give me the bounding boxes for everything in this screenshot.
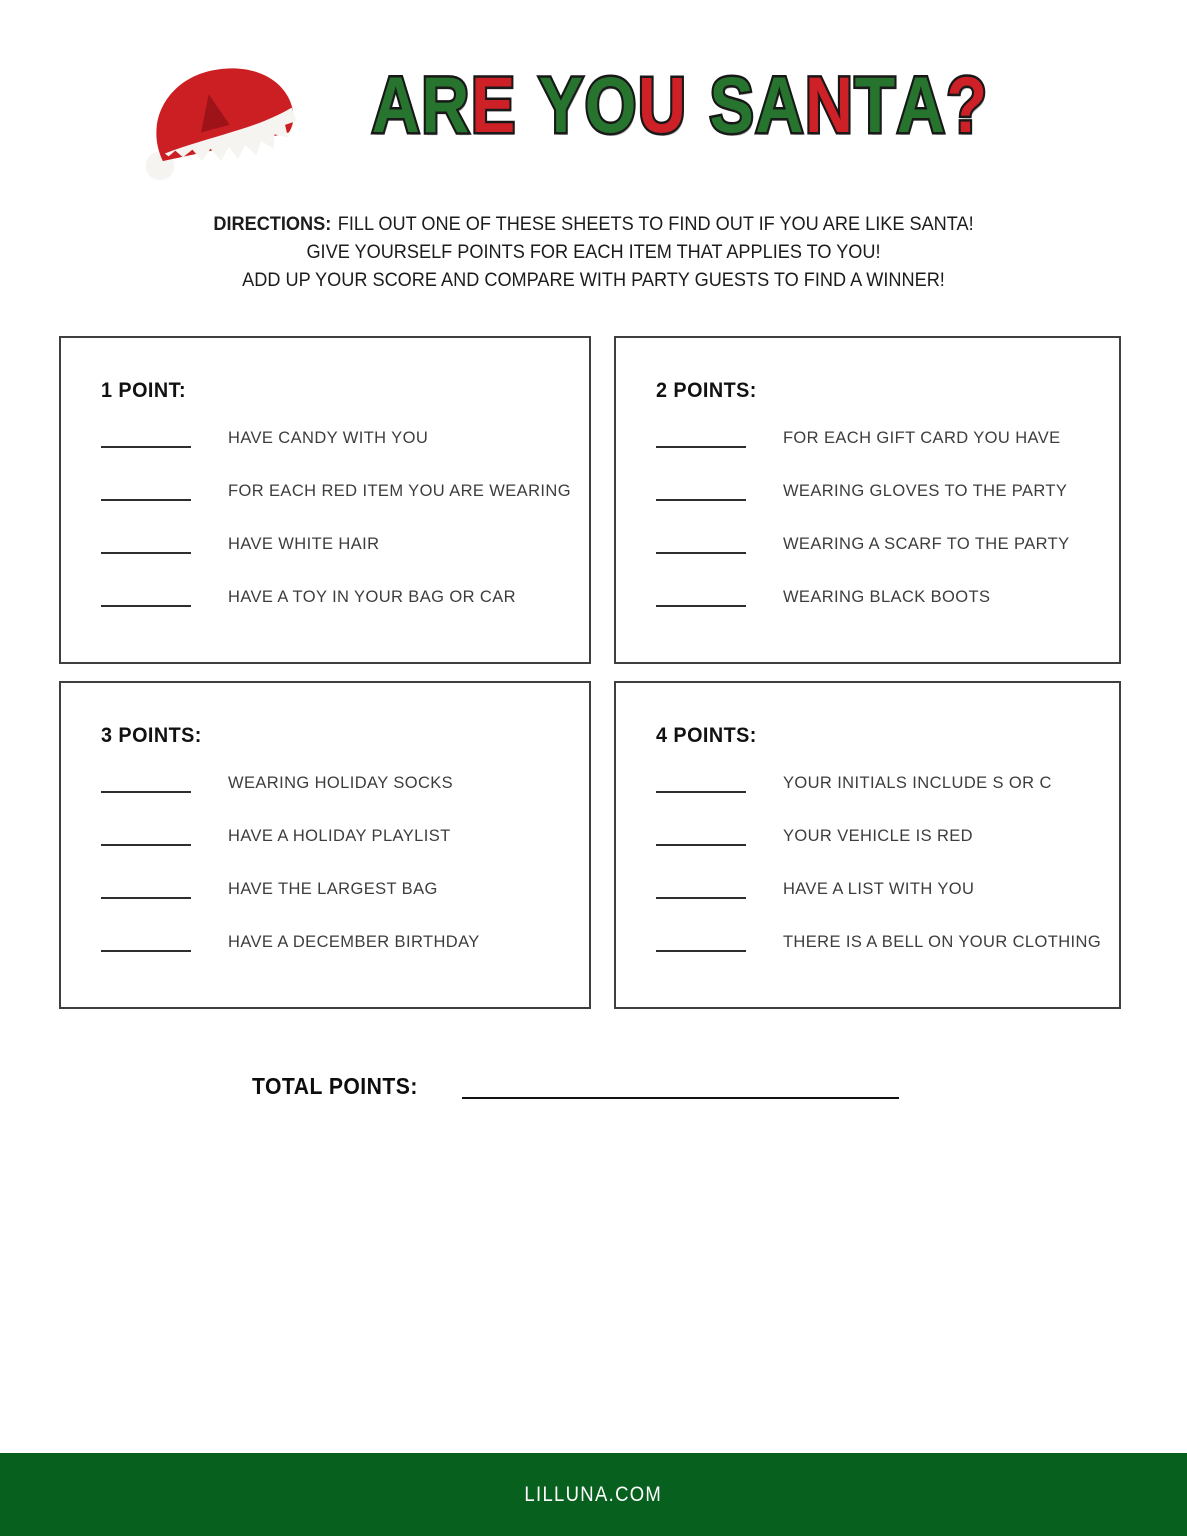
page-title <box>372 62 989 149</box>
title-letter: T <box>854 60 898 149</box>
directions-line-1-text: FILL OUT ONE OF THESE SHEETS TO FIND OUT IF YOU ARE LIKE SANTA! <box>337 213 974 235</box>
points-box-1 <box>59 336 591 664</box>
score-item-label: HAVE CANDY WITH YOU <box>228 429 429 447</box>
score-item-label: HAVE THE LARGEST BAG <box>228 880 438 898</box>
score-row <box>101 826 571 846</box>
title-letter: O <box>584 60 639 149</box>
score-blank-line <box>656 484 746 501</box>
score-row <box>101 879 571 899</box>
santa-hat-icon <box>139 58 307 184</box>
box-3-heading: 3 POINTS: <box>101 723 202 747</box>
points-boxes <box>59 336 1110 1009</box>
title-letter: A <box>897 60 947 149</box>
total-points-label: TOTAL POINTS: <box>252 1073 418 1099</box>
score-row <box>656 428 1101 448</box>
directions-line-2: GIVE YOURSELF POINTS FOR EACH ITEM THAT APPLIES TO YOU! <box>306 241 881 263</box>
score-blank-line <box>101 484 191 501</box>
directions <box>0 210 1187 294</box>
score-row <box>101 773 571 793</box>
score-blank-line <box>656 776 746 793</box>
score-blank-line <box>656 431 746 448</box>
box-4-heading: 4 POINTS: <box>655 723 757 747</box>
total-points-row <box>252 1073 1187 1100</box>
title-letter: R <box>421 60 472 149</box>
title-letter: U <box>638 60 688 149</box>
score-blank-line <box>656 829 746 846</box>
directions-line-3: ADD UP YOUR SCORE AND COMPARE WITH PARTY GUESTS TO FIND A WINNER! <box>242 269 945 291</box>
score-blank-line <box>656 882 746 899</box>
title-letter: N <box>805 60 855 149</box>
title-letter: A <box>372 60 422 149</box>
score-blank-line <box>101 537 191 554</box>
title-letter: S <box>709 60 756 149</box>
score-item-label: WEARING HOLIDAY SOCKS <box>228 774 454 792</box>
footer <box>0 1453 1187 1536</box>
score-item-label: WEARING GLOVES TO THE PARTY <box>782 482 1068 500</box>
score-item-label: HAVE WHITE HAIR <box>228 535 380 553</box>
score-row <box>101 534 571 554</box>
score-row <box>656 932 1101 952</box>
score-row <box>656 879 1101 899</box>
title-letter: Y <box>539 60 585 149</box>
score-blank-line <box>656 590 746 607</box>
score-row <box>101 428 571 448</box>
score-row <box>656 534 1101 554</box>
score-item-label: FOR EACH GIFT CARD YOU HAVE <box>782 429 1061 447</box>
score-row <box>656 481 1101 501</box>
title-letter: E <box>471 60 518 149</box>
score-blank-line <box>101 590 191 607</box>
title-word <box>372 62 517 149</box>
header <box>0 0 1187 198</box>
score-row <box>101 587 571 607</box>
score-row <box>656 587 1101 607</box>
score-item-label: YOUR INITIALS INCLUDE S OR C <box>782 774 1052 792</box>
title-letter: ? <box>946 60 989 149</box>
box-1-heading: 1 POINT: <box>101 378 187 402</box>
score-blank-line <box>101 829 191 846</box>
score-item-label: HAVE A LIST WITH YOU <box>782 880 975 898</box>
score-blank-line <box>101 776 191 793</box>
title-word <box>539 62 688 149</box>
score-item-label: HAVE A TOY IN YOUR BAG OR CAR <box>228 588 516 606</box>
score-row <box>656 826 1101 846</box>
points-box-4 <box>614 681 1121 1009</box>
score-blank-line <box>101 935 191 952</box>
score-blank-line <box>101 431 191 448</box>
score-blank-line <box>101 882 191 899</box>
score-item-label: FOR EACH RED ITEM YOU ARE WEARING <box>228 482 571 500</box>
score-item-label: WEARING A SCARF TO THE PARTY <box>782 535 1070 553</box>
score-item-label: THERE IS A BELL ON YOUR CLOTHING <box>782 933 1102 951</box>
footer-site-label: LILLUNA.COM <box>524 1482 663 1506</box>
box-2-heading: 2 POINTS: <box>655 378 757 402</box>
score-blank-line <box>656 537 746 554</box>
total-points-blank-line <box>462 1081 899 1099</box>
score-item-label: HAVE A DECEMBER BIRTHDAY <box>228 933 480 951</box>
score-item-label: YOUR VEHICLE IS RED <box>782 827 973 845</box>
points-box-3 <box>59 681 591 1009</box>
points-box-2 <box>614 336 1121 664</box>
score-row <box>101 481 571 501</box>
score-item-label: HAVE A HOLIDAY PLAYLIST <box>228 827 451 845</box>
title-word <box>710 62 989 149</box>
score-blank-line <box>656 935 746 952</box>
directions-line-1 <box>42 210 1146 238</box>
score-row <box>656 773 1101 793</box>
score-item-label: WEARING BLACK BOOTS <box>782 588 991 606</box>
directions-label: DIRECTIONS: <box>213 213 332 235</box>
title-letter: A <box>755 60 806 149</box>
score-row <box>101 932 571 952</box>
